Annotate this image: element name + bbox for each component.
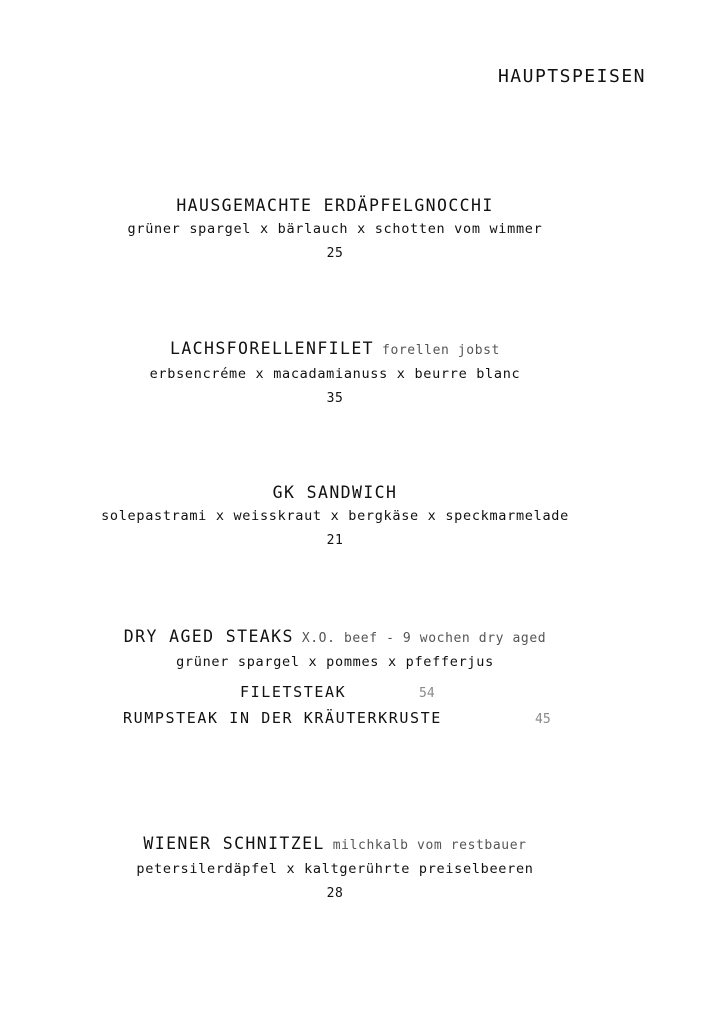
dish-note: milchkalb vom restbauer	[332, 838, 527, 853]
dish-price: 35	[326, 391, 344, 406]
menu-item-wiener-schnitzel	[0, 833, 670, 903]
dish-name: DRY AGED STEAKS	[123, 627, 294, 646]
dish-description: grüner spargel x pommes x pfefferjus	[176, 654, 494, 670]
dish-title-line	[0, 833, 670, 857]
dish-title-line	[0, 626, 670, 650]
dish-title-line	[0, 338, 670, 362]
variant-name: FILETSTEAK	[240, 683, 347, 701]
menu-item-dry-aged-steaks	[0, 626, 670, 672]
variant-price: 45	[535, 712, 551, 727]
dish-name: GK SANDWICH	[272, 483, 398, 502]
dish-note: forellen jobst	[382, 343, 500, 358]
variant-name: RUMPSTEAK IN DER KRÄUTERKRUSTE	[123, 709, 442, 727]
variant-price: 54	[419, 686, 435, 701]
menu-item-gnocchi	[0, 195, 670, 263]
dish-name: LACHSFORELLENFILET	[170, 339, 375, 358]
dish-description: grüner spargel x bärlauch x schotten vom wimmer	[127, 221, 543, 237]
menu-item-lachsforellenfilet	[0, 338, 670, 408]
dish-description: petersilerdäpfel x kaltgerührte preiselbeeren	[136, 861, 534, 877]
dish-description: solepastrami x weisskraut x bergkäse x speckmarmelade	[101, 508, 569, 524]
dish-name: WIENER SCHNITZEL	[143, 834, 325, 853]
dish-price: 28	[326, 886, 344, 901]
dish-description: erbsencréme x macadamianuss x beurre blanc	[149, 366, 521, 382]
dish-note: X.O. beef - 9 wochen dry aged	[301, 631, 547, 646]
dish-price: 25	[326, 246, 344, 261]
dish-price: 21	[326, 533, 344, 548]
dish-name: HAUSGEMACHTE ERDÄPFELGNOCCHI	[176, 196, 494, 215]
page-title: HAUPTSPEISEN	[497, 66, 646, 87]
menu-item-gk-sandwich	[0, 482, 670, 550]
